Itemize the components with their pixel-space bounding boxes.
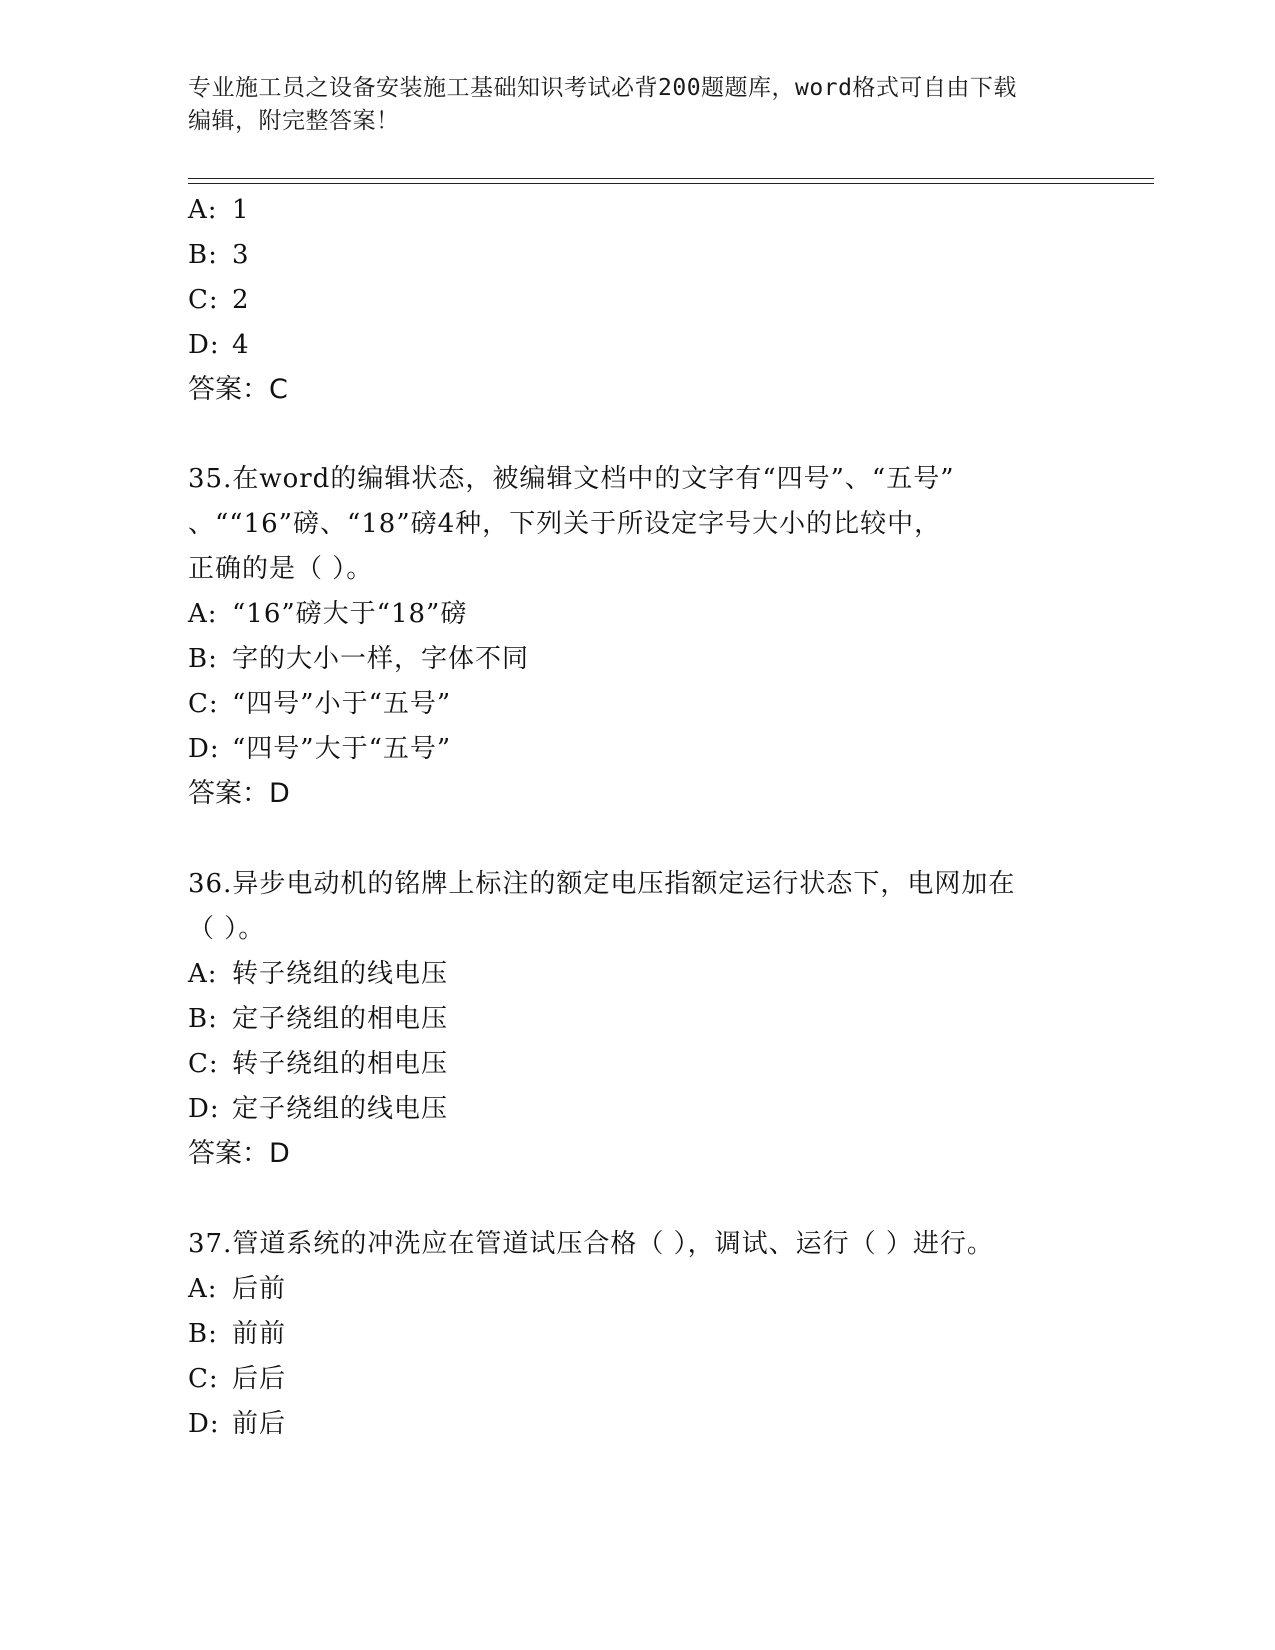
option-text: “四号”大于“五号” bbox=[232, 734, 452, 764]
option-text: 后后 bbox=[232, 1364, 287, 1394]
q34-option-d bbox=[188, 330, 250, 360]
q36-option-d bbox=[188, 1094, 448, 1124]
option-text: “四号”小于“五号” bbox=[232, 689, 452, 719]
option-key: B: bbox=[188, 240, 218, 270]
q36-option-b bbox=[188, 1004, 448, 1034]
option-key: A: bbox=[188, 599, 218, 629]
q36-option-a bbox=[188, 959, 448, 989]
option-text: 2 bbox=[232, 285, 250, 315]
q35-option-c bbox=[188, 689, 451, 719]
header-title-line-2: 编辑，附完整答案！ bbox=[188, 108, 400, 134]
q35-stem-line-3: 正确的是（ ）。 bbox=[188, 554, 374, 584]
q35-option-b bbox=[188, 644, 529, 674]
option-key: A: bbox=[188, 959, 218, 989]
option-key: C: bbox=[188, 689, 219, 719]
q35-option-d bbox=[188, 734, 451, 764]
option-key: A: bbox=[188, 195, 218, 225]
option-text: “16”磅大于“18”磅 bbox=[232, 599, 468, 629]
header-title-line-1: 专业施工员之设备安装施工基础知识考试必背200题题库，word格式可自由下载 bbox=[188, 75, 1017, 101]
q36-stem-line-2: （ ）。 bbox=[188, 914, 266, 944]
option-text: 前后 bbox=[232, 1409, 287, 1439]
q37-option-c bbox=[188, 1364, 286, 1394]
q34-option-a bbox=[188, 195, 250, 225]
header-rule-bottom bbox=[188, 183, 1154, 184]
option-key: B: bbox=[188, 1004, 218, 1034]
option-text: 定子绕组的线电压 bbox=[232, 1094, 449, 1124]
option-key: D: bbox=[188, 330, 220, 360]
q35-stem-line-1: 35.在word的编辑状态，被编辑文档中的文字有“四号”、“五号” bbox=[188, 464, 955, 494]
q34-option-c bbox=[188, 285, 250, 315]
option-text: 定子绕组的相电压 bbox=[232, 1004, 449, 1034]
option-text: 转子绕组的相电压 bbox=[232, 1049, 449, 1079]
q36-answer: 答案：D bbox=[188, 1138, 290, 1169]
option-text: 前前 bbox=[232, 1319, 287, 1349]
q35-stem-line-2: 、““16”磅、“18”磅4种，下列关于所设定字号大小的比较中， bbox=[188, 509, 942, 539]
option-key: B: bbox=[188, 644, 218, 674]
option-text: 转子绕组的线电压 bbox=[232, 959, 449, 989]
option-key: B: bbox=[188, 1319, 218, 1349]
q35-answer: 答案：D bbox=[188, 778, 290, 809]
option-key: D: bbox=[188, 1409, 220, 1439]
q37-option-a bbox=[188, 1274, 286, 1304]
option-key: C: bbox=[188, 285, 219, 315]
option-key: C: bbox=[188, 1364, 219, 1394]
q35-option-a bbox=[188, 599, 467, 629]
option-key: A: bbox=[188, 1274, 218, 1304]
option-text: 1 bbox=[232, 195, 250, 225]
header-rule-top bbox=[188, 178, 1154, 179]
option-text: 3 bbox=[232, 240, 250, 270]
document-header bbox=[188, 72, 1088, 138]
q36-option-c bbox=[188, 1049, 448, 1079]
q37-option-b bbox=[188, 1319, 286, 1349]
q37-option-d bbox=[188, 1409, 286, 1439]
q34-option-b bbox=[188, 240, 250, 270]
option-key: D: bbox=[188, 734, 220, 764]
q36-stem-line-1: 36.异步电动机的铭牌上标注的额定电压指额定运行状态下，电网加在 bbox=[188, 869, 1016, 899]
option-text: 字的大小一样，字体不同 bbox=[232, 644, 530, 674]
option-text: 4 bbox=[232, 330, 250, 360]
q37-stem-line-1: 37.管道系统的冲洗应在管道试压合格（ ），调试、运行（ ）进行。 bbox=[188, 1229, 994, 1259]
option-key: D: bbox=[188, 1094, 220, 1124]
option-key: C: bbox=[188, 1049, 219, 1079]
option-text: 后前 bbox=[232, 1274, 287, 1304]
q34-answer: 答案：C bbox=[188, 374, 288, 405]
